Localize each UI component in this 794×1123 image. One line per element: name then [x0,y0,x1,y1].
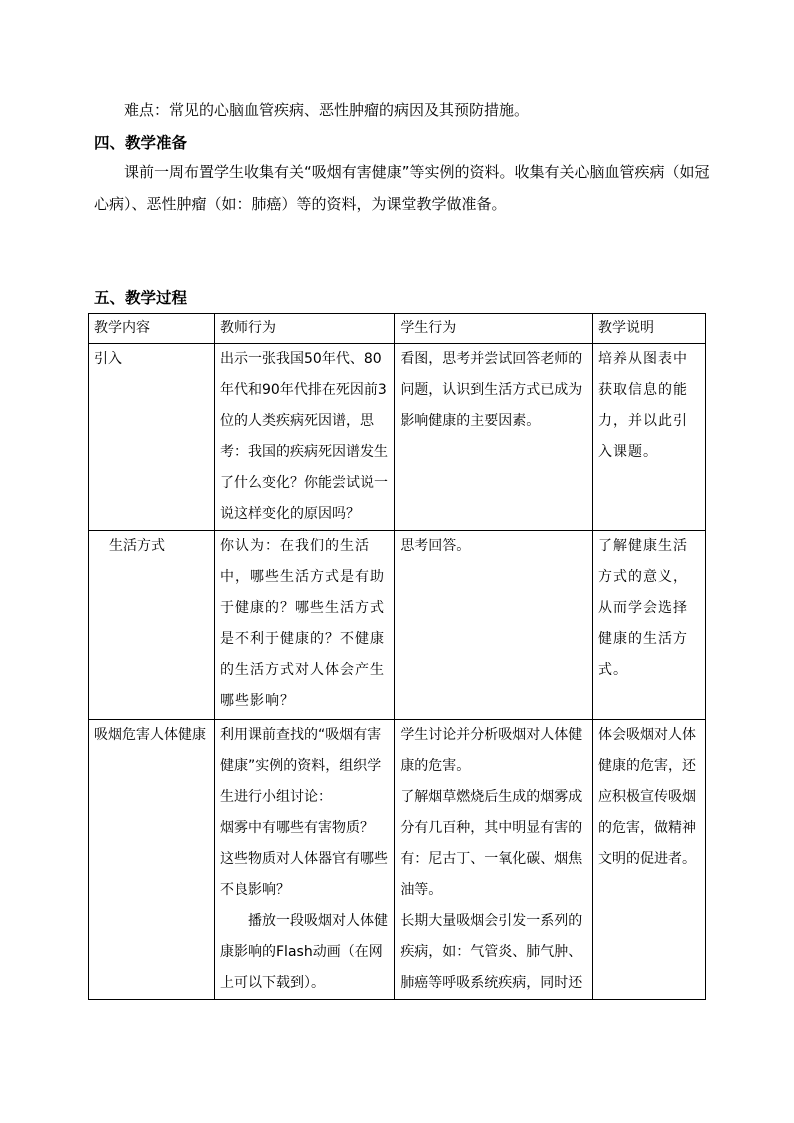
teacher-smoking-question-1: 烟雾中有哪些有害物质？ [220,820,374,836]
header-note: 教学说明 [593,314,706,344]
header-content: 教学内容 [89,314,215,344]
student-smoking-p3: 长期大量吸烟会引发一系列的疾病，如：气管炎、肺气肿、肺癌等呼吸系统疾病，同时还 [400,913,583,991]
header-teacher: 教师行为 [215,314,395,344]
row-content-lifestyle: 生活方式 [89,531,215,720]
header-student: 学生行为 [395,314,593,344]
teacher-smoking-question-2: 这些物质对人体器官有哪些不良影响？ [220,851,388,898]
row-student-smoking [395,720,593,1000]
teacher-smoking-flash: 播放一段吸烟对人体健康影响的Flash动画（在网上可以下载到）。 [220,913,388,991]
teaching-process-table [88,313,706,1000]
student-smoking-p2: 了解烟草燃烧后生成的烟雾成分有几百种，其中明显有害的有：尼古丁、一氧化碳、烟焦油等。 [400,789,583,898]
row-content-smoking: 吸烟危害人体健康 [89,720,215,1000]
row-note-smoking: 体会吸烟对人体健康的危害，还应积极宣传吸烟的危害，做精神文明的促进者。 [593,720,706,1000]
table-row [89,720,706,1000]
row-note-intro: 培养从图表中获取信息的能力，并以此引入课题。 [593,344,706,531]
teacher-smoking-intro: 利用课前查找的“吸烟有害健康”实例的资料，组织学生进行小组讨论： [220,727,382,805]
row-student-lifestyle: 思考回答。 [395,531,593,720]
table-header-row [89,314,706,344]
table-row [89,531,706,720]
row-note-lifestyle: 了解健康生活方式的意义，从而学会选择健康的生活方式。 [593,531,706,720]
section-4-body: 课前一周布置学生收集有关“吸烟有害健康”等实例的资料。收集有关心脑血管疾病（如冠心病）、恶性肿瘤（如：肺癌）等的资料，为课堂教学做准备。 [94,163,710,213]
row-student-intro: 看图，思考并尝试回答老师的问题，认识到生活方式已成为影响健康的主要因素。 [395,344,593,531]
row-teacher-intro: 出示一张我国50年代、80年代和90年代排在死因前3位的人类疾病死因谱，思考：我国的疾病死因谱发生了什么变化？你能尝试说一说这样变化的原因吗？ [215,344,395,531]
table-row [89,344,706,531]
difficulty-paragraph: 难点：常见的心脑血管疾病、恶性肿瘤的病因及其预防措施。 [124,101,530,119]
section-5-heading: 五、教学过程 [94,289,188,307]
row-teacher-smoking [215,720,395,1000]
row-teacher-lifestyle: 你认为：在我们的生活中，哪些生活方式是有助于健康的？哪些生活方式是不利于健康的？不健康的生活方式对人体会产生哪些影响？ [215,531,395,720]
student-smoking-p1: 学生讨论并分析吸烟对人体健康的危害。 [400,727,583,774]
section-4-heading: 四、教学准备 [94,134,188,152]
row-content-intro: 引入 [89,344,215,531]
